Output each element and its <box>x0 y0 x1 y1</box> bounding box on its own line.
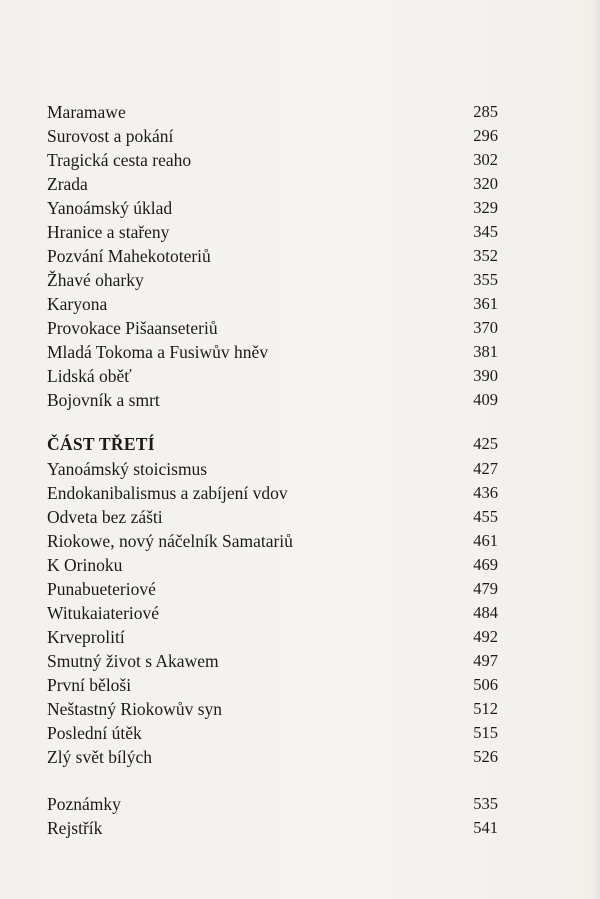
toc-entry-title: Bojovník a smrt <box>47 390 160 410</box>
toc-entry-title: Hranice a stařeny <box>47 222 170 242</box>
toc-row <box>0 124 600 148</box>
toc-entry-page: 436 <box>473 483 498 502</box>
toc-entry-page: 390 <box>473 366 498 385</box>
toc-entry-title: Neštastný Riokowův syn <box>47 699 222 719</box>
toc-part-heading-row <box>0 432 600 456</box>
toc-entry-page: 455 <box>473 507 498 526</box>
toc-row <box>0 364 600 388</box>
toc-row <box>0 816 600 840</box>
toc-entry-title: Endokanibalismus a zabíjení vdov <box>47 483 288 503</box>
toc-entry-title: Odveta bez zášti <box>47 507 163 527</box>
toc-row <box>0 316 600 340</box>
toc-entry-page: 361 <box>473 294 498 313</box>
toc-entry-title: Surovost a pokání <box>47 126 174 146</box>
toc-row <box>0 601 600 625</box>
toc-entry-title: Poslední útěk <box>47 723 142 743</box>
toc-entry-page: 345 <box>473 222 498 241</box>
toc-entry-title: Karyona <box>47 294 108 314</box>
toc-entry-page: 302 <box>473 150 498 169</box>
toc-row <box>0 244 600 268</box>
toc-row <box>0 196 600 220</box>
toc-entry-title: Žhavé oharky <box>47 270 144 290</box>
toc-entry-page: 526 <box>473 747 498 766</box>
toc-entry-page: 427 <box>473 459 498 478</box>
toc-entry-title: Mladá Tokoma a Fusiwův hněv <box>47 342 269 362</box>
toc-entry-title: Smutný život s Akawem <box>47 651 219 671</box>
toc-row <box>0 721 600 745</box>
toc-entry-title: Krveprolití <box>47 627 125 647</box>
toc-entry-title: Punabueteriové <box>47 579 156 599</box>
toc-entry-page: 497 <box>473 651 498 670</box>
toc-row <box>0 553 600 577</box>
toc-entry-page: 535 <box>473 794 498 813</box>
toc-entry-page: 492 <box>473 627 498 646</box>
toc-row <box>0 745 600 769</box>
toc-entry-title: K Orinoku <box>47 555 123 575</box>
page-edge-shadow <box>592 0 600 899</box>
toc-entry-page: 461 <box>473 531 498 550</box>
toc-row <box>0 100 600 124</box>
toc-row <box>0 577 600 601</box>
toc-entry-page: 320 <box>473 174 498 193</box>
toc-row <box>0 388 600 412</box>
toc-entry-page: 512 <box>473 699 498 718</box>
toc-entry-page: 469 <box>473 555 498 574</box>
toc-entry-title: Witukaiateriové <box>47 603 160 623</box>
toc-row <box>0 697 600 721</box>
toc-entry-title: Maramawe <box>47 102 126 122</box>
toc-entry-title: Zlý svět bílých <box>47 747 152 767</box>
toc-entry-page: 541 <box>473 818 498 837</box>
toc-entry-title: Provokace Pišaanseteriů <box>47 318 218 338</box>
toc-row <box>0 292 600 316</box>
toc-entry-page: 370 <box>473 318 498 337</box>
toc-entry-title: Yanoámský stoicismus <box>47 459 208 479</box>
toc-row <box>0 268 600 292</box>
toc-row <box>0 649 600 673</box>
toc-row <box>0 673 600 697</box>
toc-entry-title: Rejstřík <box>47 818 103 838</box>
toc-row <box>0 529 600 553</box>
toc-entry-page: 381 <box>473 342 498 361</box>
toc-row <box>0 220 600 244</box>
toc-entry-page: 506 <box>473 675 498 694</box>
toc-entry-page: 355 <box>473 270 498 289</box>
toc-entry-page: 409 <box>473 390 498 409</box>
toc-row <box>0 340 600 364</box>
toc-row <box>0 792 600 816</box>
toc-entry-page: 479 <box>473 579 498 598</box>
toc-row <box>0 625 600 649</box>
toc-entry-page: 329 <box>473 198 498 217</box>
toc-entry-title: První běloši <box>47 675 132 695</box>
toc-entry-page: 285 <box>473 102 498 121</box>
toc-entry-title: Yanoámský úklad <box>47 198 173 218</box>
toc-row <box>0 457 600 481</box>
toc-row <box>0 172 600 196</box>
toc-entry-title: Zrada <box>47 174 88 194</box>
toc-entry-title: Riokowe, nový náčelník Samatariů <box>47 531 293 551</box>
toc-entry-title: Lidská oběť <box>47 366 132 386</box>
toc-entry-title: Pozvání Mahekototeriů <box>47 246 211 266</box>
toc-entry-page: 296 <box>473 126 498 145</box>
toc-part-heading: ČÁST TŘETÍ <box>47 434 155 454</box>
toc-entry-page: 425 <box>473 434 498 453</box>
toc-row <box>0 481 600 505</box>
toc-entry-page: 515 <box>473 723 498 742</box>
toc-row <box>0 148 600 172</box>
toc-entry-page: 484 <box>473 603 498 622</box>
toc-row <box>0 505 600 529</box>
toc-entry-title: Poznámky <box>47 794 121 814</box>
toc-entry-title: Tragická cesta reaho <box>47 150 192 170</box>
toc-entry-page: 352 <box>473 246 498 265</box>
